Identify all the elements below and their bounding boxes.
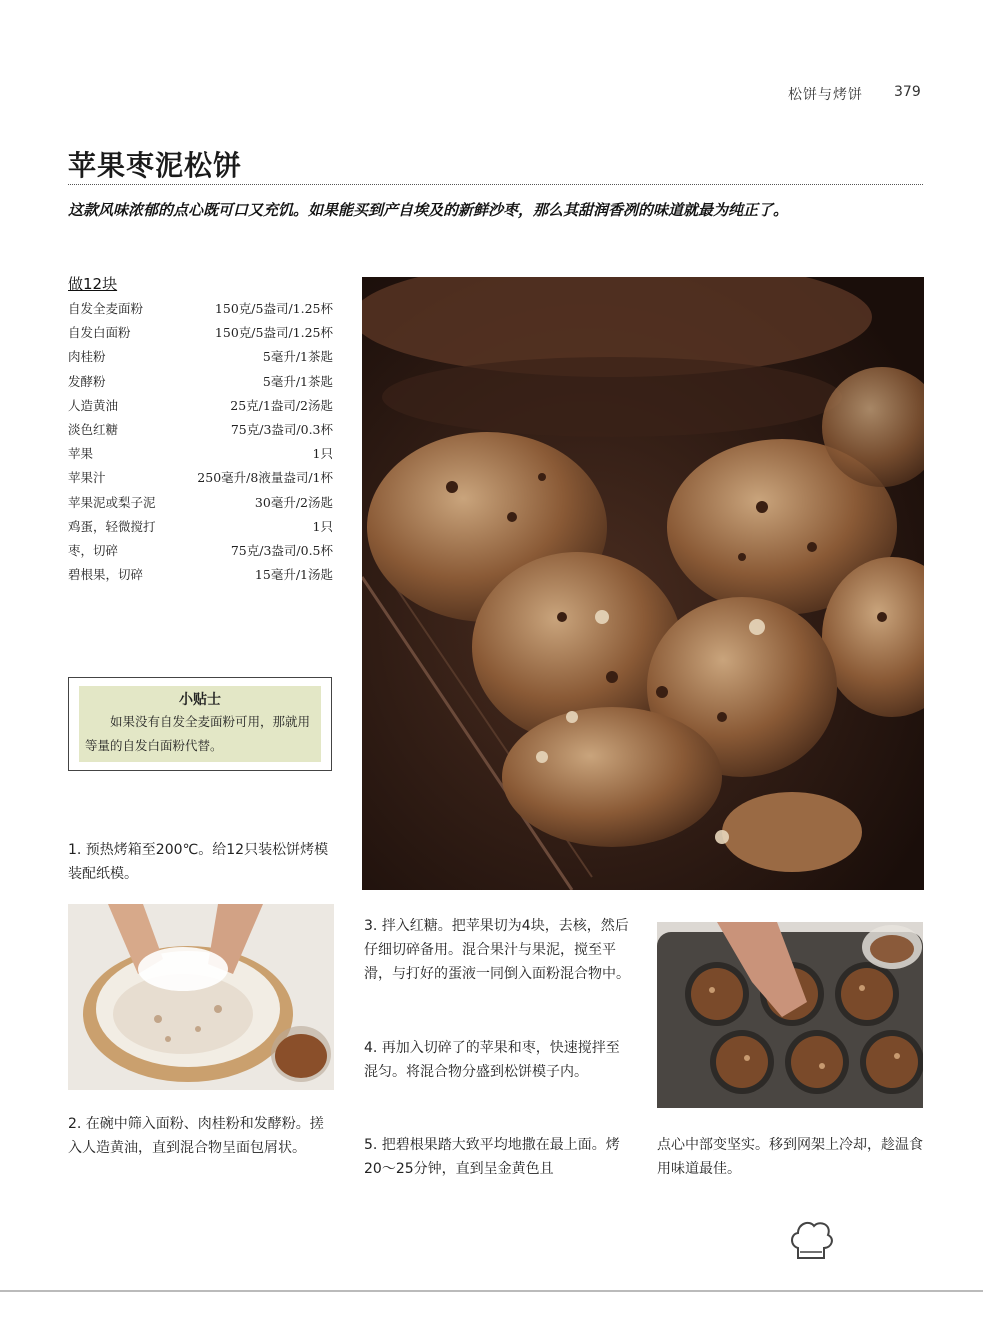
ingredient-row — [68, 466, 333, 490]
page-bottom-edge — [0, 1290, 983, 1292]
ingredient-name: 发酵粉 — [68, 373, 106, 389]
ingredient-row — [68, 563, 333, 587]
tip-title: 小贴士 — [179, 692, 221, 708]
ingredient-amount: 15毫升/1汤匙 — [254, 567, 333, 583]
ingredient-amount: 75克/3盎司/0.5杯 — [230, 542, 333, 558]
ingredient-amount: 1只 — [312, 518, 333, 534]
ingredient-row — [68, 297, 333, 321]
ingredient-name: 苹果泥或梨子泥 — [68, 494, 156, 510]
ingredient-row — [68, 491, 333, 515]
ingredient-name: 苹果 — [68, 446, 94, 462]
step-1-text: 1. 预热烤箱至200℃。给12只装松饼烤模装配纸模。 — [68, 842, 329, 882]
ingredient-amount: 75克/3盎司/0.3杯 — [230, 421, 333, 437]
title-divider — [68, 184, 923, 185]
ingredient-name: 碧根果，切碎 — [68, 567, 144, 583]
ingredient-name: 肉桂粉 — [68, 349, 106, 365]
ingredient-row — [68, 442, 333, 466]
ingredient-amount: 250毫升/8液量盎司/1杯 — [197, 470, 333, 486]
ingredient-row — [68, 418, 333, 442]
ingredient-name: 自发全麦面粉 — [68, 301, 144, 316]
step-5-continued-text: 点心中部变坚实。移到网架上冷却，趁温食用味道最佳。 — [657, 1137, 923, 1177]
running-header-section: 松饼与烤饼 — [788, 87, 863, 103]
ingredient-amount: 150克/5盎司/1.25杯 — [214, 301, 333, 316]
muffin-tin-photo — [657, 922, 923, 1108]
ingredient-name: 自发白面粉 — [68, 325, 131, 341]
ingredient-row — [68, 394, 333, 418]
ingredient-row — [68, 345, 333, 369]
ingredient-row — [68, 370, 333, 394]
ingredient-name: 苹果汁 — [68, 470, 106, 486]
step-5-text: 5. 把碧根果踏大致平均地撒在最上面。烤20～25分钟，直到呈金黄色且 — [364, 1137, 620, 1177]
muffins-photo — [362, 277, 924, 890]
ingredient-row — [68, 515, 333, 539]
ingredient-row — [68, 539, 333, 563]
page-number: 379 — [894, 84, 921, 100]
step-2-text: 2. 在碗中筛入面粉、肉桂粉和发酵粉。搓入人造黄油，直到混合物呈面包屑状。 — [68, 1116, 324, 1156]
recipe-yield: 做12块 — [68, 275, 118, 293]
ingredient-name: 枣，切碎 — [68, 542, 119, 558]
tip-text: 如果没有自发全麦面粉可用，那就用等量的自发白面粉代替。 — [85, 714, 311, 753]
ingredient-amount: 30毫升/2汤匙 — [254, 494, 333, 510]
ingredient-name: 淡色红糖 — [68, 421, 119, 437]
recipe-intro: 这款风味浓郁的点心既可口又充饥。如果能买到产自埃及的新鲜沙枣，那么其甜润香冽的味道就最为纯正了。 — [68, 201, 789, 219]
ingredient-name: 鸡蛋，轻微搅打 — [68, 518, 156, 534]
tip-panel — [79, 686, 321, 762]
mixing-bowl-photo — [68, 904, 334, 1090]
ingredient-amount: 150克/5盎司/1.25杯 — [214, 325, 333, 341]
ingredient-amount: 5毫升/1茶匙 — [262, 349, 333, 365]
ingredient-name: 人造黄油 — [68, 397, 119, 413]
ingredient-list — [68, 297, 333, 587]
step-4-text: 4. 再加入切碎了的苹果和枣，快速搅拌至混匀。将混合物分盛到松饼模子内。 — [364, 1040, 620, 1080]
chef-hat-icon — [786, 1214, 836, 1264]
tip-box — [68, 677, 332, 771]
ingredient-row — [68, 321, 333, 345]
recipe-title: 苹果枣泥松饼 — [68, 149, 243, 182]
step-3-text: 3. 拌入红糖。把苹果切为4块，去核，然后仔细切碎备用。混合果汁与果泥，搅至平滑，与打好的蛋液一同倒入面粉混合物中。 — [364, 918, 630, 982]
ingredient-amount: 5毫升/1茶匙 — [262, 373, 333, 389]
ingredient-amount: 1只 — [312, 446, 333, 462]
ingredient-amount: 25克/1盎司/2汤匙 — [230, 397, 333, 413]
